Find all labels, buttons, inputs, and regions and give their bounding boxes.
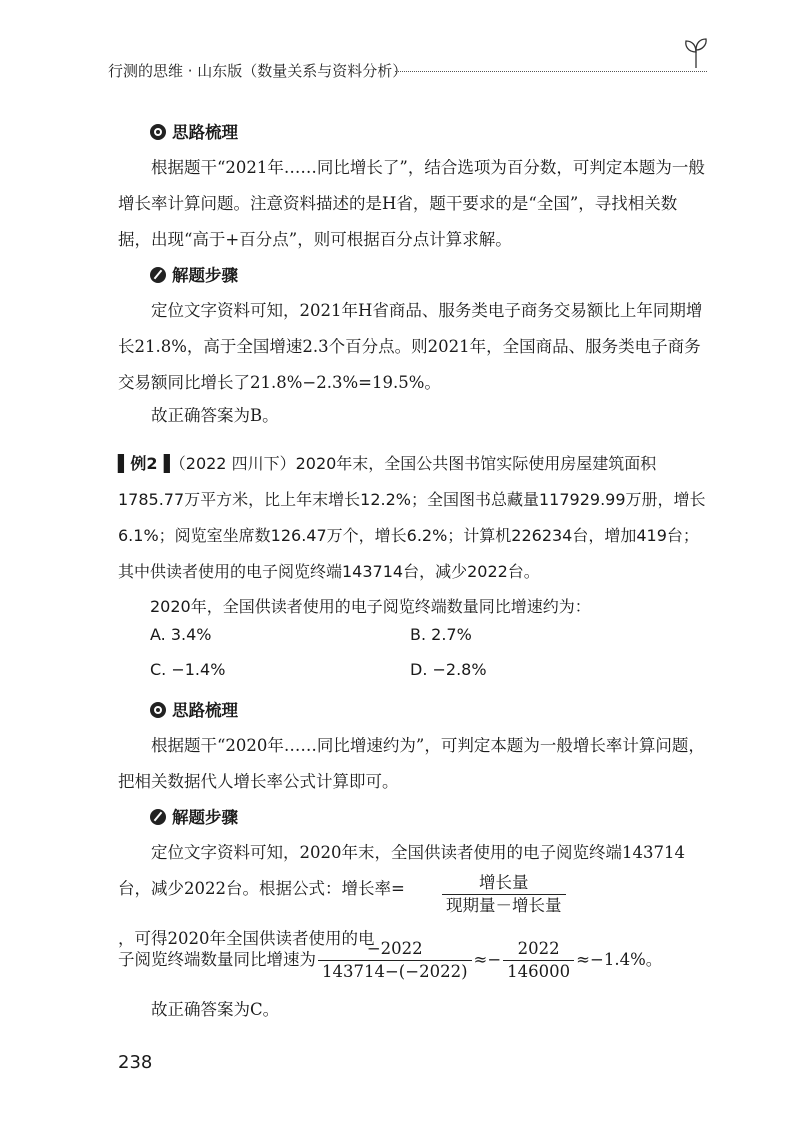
fraction-1: $\frac{-2022}{143714-(-2022)}$: [318, 938, 472, 983]
option-d: D. −2.8%: [410, 660, 487, 679]
question-stem: 2020年，全国供读者使用的电子阅览终端数量同比增速约为：: [150, 597, 591, 616]
option-b: B. 2.7%: [410, 625, 472, 644]
formula-tail: ，可得2020年全国供读者使用的电: [118, 929, 375, 948]
option-a: A. 3.4%: [150, 625, 212, 644]
page-number: 238: [118, 1052, 153, 1073]
running-header: 行测的思维 · 山东版（数量关系与资料分析）: [108, 62, 408, 80]
approach-heading-1: 思路梳理: [150, 119, 238, 143]
sprout-icon: [682, 34, 710, 68]
example-text: 2020年末，全国公共图书馆实际使用房屋建筑面积1785.77万平方米，比上年末增长12.2%；全国图书总藏量117929.99万册，增长6.1%；阅览室坐席数126.47万个，增长6.2%；计算机226234台，增加419台；其中供读者使用的电子阅览终端143714台，减少2022台。: [118, 454, 706, 581]
option-c: C. −1.4%: [150, 660, 226, 679]
approach-heading-2: 思路梳理: [150, 697, 238, 721]
formula-fraction: $\frac{\text{增长量}}{\text{现期量－增长量}}$: [442, 872, 566, 917]
fraction-2: $\frac{2022}{146000}$: [503, 938, 574, 983]
solution-text-1: 定位文字资料可知，2021年H省商品、服务类电子商务交易额比上年同期增长21.8%，高于全国增速2.3个百分点。则2021年，全国商品、服务类电子商务交易额同比增长了21.8%−2.3%=19.5%。: [118, 301, 703, 392]
header-divider: [395, 71, 707, 72]
example-label: ▌例2▐: [118, 454, 170, 473]
pen-icon: [150, 267, 166, 283]
approach-text-1: 根据题干“2021年……同比增长了”，结合选项为百分数，可判定本题为一般增长率计算问题。注意资料描述的是H省，题干要求的是“全国”，寻找相关数据，出现“高于+百分点”，则可根据百分点计算求解。: [118, 158, 705, 249]
pen-icon: [150, 809, 166, 825]
growth-formula: [440, 872, 740, 917]
answer-1: 故正确答案为B。: [151, 406, 279, 425]
solution-text-2: 定位文字资料可知，2020年末，全国供读者使用的电子阅览终端143714台，减少2022台。根据公式：增长率=: [118, 843, 685, 898]
approach-text-2: 根据题干“2020年……同比增速约为”，可判定本题为一般增长率计算问题，把相关数据代人增长率公式计算即可。: [118, 736, 705, 791]
answer-2: 故正确答案为C。: [151, 1000, 280, 1019]
gear-icon: [150, 702, 166, 718]
gear-icon: [150, 124, 166, 140]
example-source: （2022 四川下）: [169, 454, 296, 473]
solution-heading-1: 解题步骤: [150, 262, 238, 286]
example-2-question: [118, 446, 710, 590]
solution-heading-2: 解题步骤: [150, 804, 238, 828]
calculation-line: 子阅览终端数量同比增速为 $\frac{-2022}{143714-(-2022)}$ ≈− $\frac{2022}{146000}$ ≈−1.4%。: [118, 939, 663, 981]
